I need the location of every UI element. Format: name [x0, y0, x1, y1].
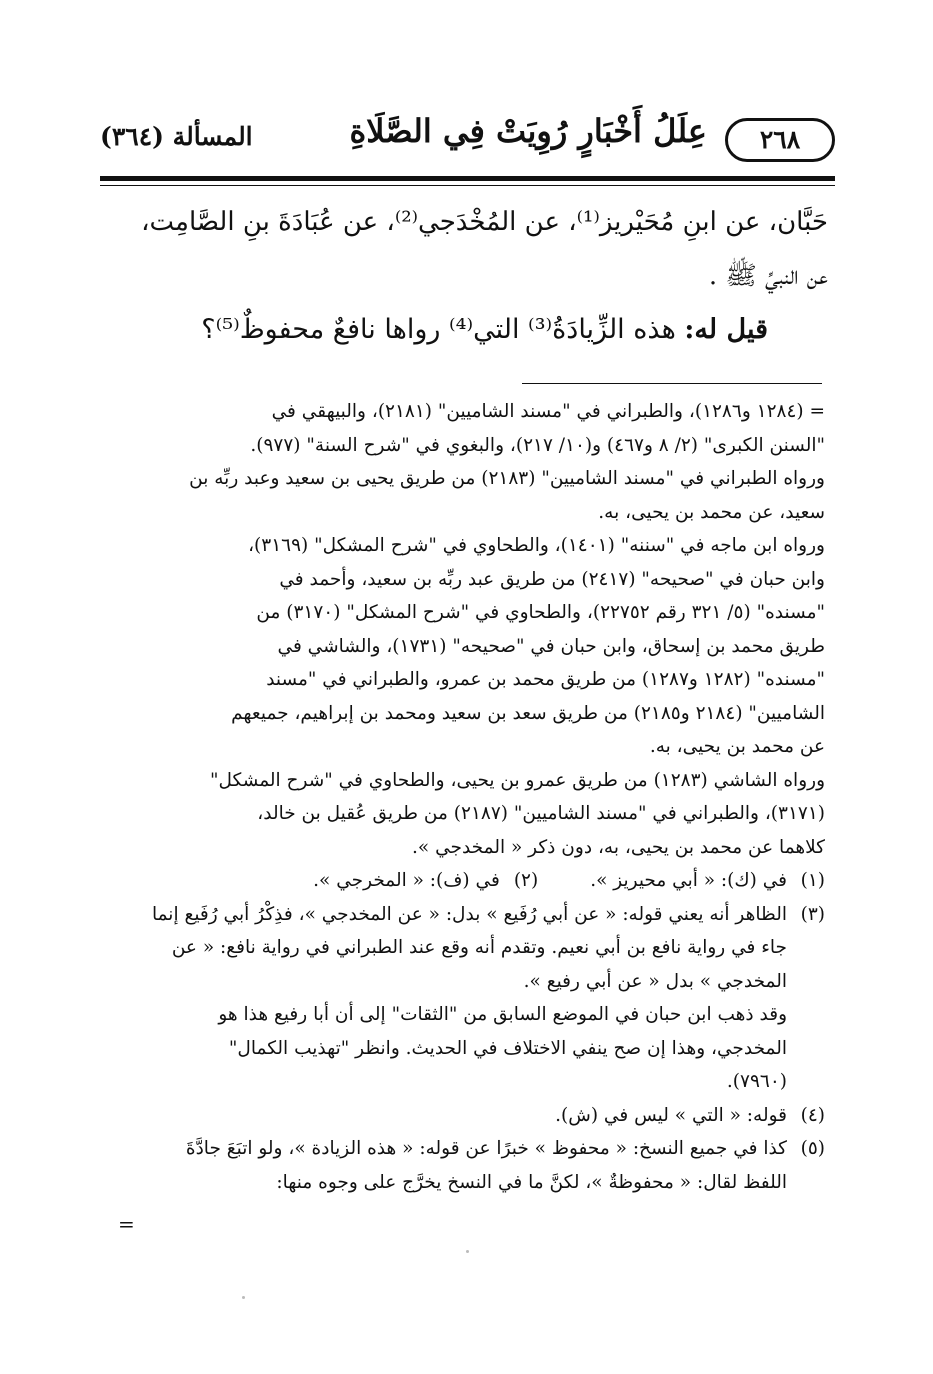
issue-label: المسألة (٣٦٤)	[100, 122, 253, 151]
footnote-5-number: (٥)	[800, 1138, 825, 1159]
book-title: عِلَلُ أَخْبَارٍ رُوِيَتْ فِي الصَّلَاةِ	[349, 112, 707, 150]
footnote-3	[113, 898, 825, 932]
footnote-2-number: (٢)	[513, 870, 539, 891]
note-continued-line: طريق محمد بن إسحاق، وابن حبان في "صحيحه" (١٧٣١)، والشاشي في	[277, 635, 825, 657]
footnote-1-number: (١)	[800, 870, 825, 891]
footnote-4-number: (٤)	[800, 1104, 825, 1126]
note-continued-line: عن محمد بن يحيى، به.	[649, 736, 825, 757]
question-label: قيل له:	[684, 314, 768, 345]
footnotes	[113, 395, 825, 1199]
note-continued-line: الشاميين" (٢١٨٤ و٢١٨٥) من طريق سعد بن سعيد ومحمد بن إبراهيم، جميعهم	[231, 702, 825, 724]
footnote-1-2-row	[113, 864, 825, 898]
note-continued-line: ورواه الشاشي (١٢٨٣) من طريق عمرو بن يحيى، والطحاوي في "شرح المشكل"	[209, 769, 825, 791]
footnote-4-text: قوله: « التي » ليس في (ش).	[555, 1104, 787, 1126]
note-continued-line: سعيد، عن محمد بن يحيى، به.	[598, 501, 825, 523]
note-continued-line: "مسنده" (١٢٨٢ و١٢٨٧) من طريق محمد بن عمرو، والطبراني في "مسند	[266, 669, 825, 690]
footnote-3-line: المخدجي » بدل « عن أبي رفيع ».	[523, 970, 787, 992]
header-rule-thick	[100, 176, 835, 181]
footnote-3-line: الظاهر أنه يعني قوله: « عن أبي رُفَيع » بدل: « عن المخدجي »، فذِكْرُ أبي رُفَيع إنما	[151, 903, 787, 925]
note-continued-line: ورواه الطبراني في "مسند الشاميين" (٢١٨٣) من طريق يحيى بن سعيد وعبد ربِّه بن	[189, 468, 825, 489]
note-continued-line: كلاهما عن محمد بن يحيى، به، دون ذكر « المخدجي ».	[412, 836, 825, 858]
note-continued-line: وابن حبان في "صحيحه" (٢٤١٧) من طريق عبد ربِّه بن سعيد، وأحمد في	[279, 568, 825, 590]
footnote-separator	[522, 383, 822, 384]
note-continued-line: ورواه ابن ماجه في "سننه" (١٤٠١)، والطحاوي في "شرح المشكل" (٣١٦٩)،	[248, 535, 825, 556]
page-header	[100, 112, 835, 176]
footnote-5	[113, 1132, 825, 1166]
footnote-3-line: (٧٩٦٠).	[726, 1071, 787, 1092]
footnote-3-number: (٣)	[800, 903, 825, 925]
footnote-3-line: المخدجي، وهذا إن صح ينفي الاختلاف في الحديث. وانظر "تهذيب الكمال"	[228, 1037, 787, 1059]
question-text: هذه الزِّيادَةُ⁽³⁾ التي⁽⁴⁾ رواها نافعٌ محفوظٌ⁽⁵⁾؟	[201, 314, 676, 345]
main-text	[103, 195, 828, 357]
note-continued-line: = (١٢٨٤ و١٢٨٦)، والطبراني في "مسند الشاميين" (٢١٨١)، والبيهقي في	[271, 401, 825, 422]
question-line	[103, 303, 768, 357]
note-continued-line: (٣١٧١)، والطبراني في "مسند الشاميين" (٢١٨٧) من طريق عُقيل بن خالد،	[257, 803, 825, 824]
footnote-5-line: اللفظ لقال: « محفوظةٌ »، لكنَّ ما في النسخ يخرَّج على وجوه منها:	[276, 1171, 787, 1193]
footnote-3-line: جاء في رواية نافع بن أبي نعيم. وتقدم أنه وقع عند الطبراني في رواية نافع: « عن	[171, 937, 787, 958]
scan-speck	[242, 1296, 245, 1299]
main-line-1: حَبَّان، عن ابنِ مُحَيْريز⁽¹⁾، عن المُخْدَجي⁽²⁾، عن عُبَادَةَ بنِ الصَّامِت،	[141, 207, 828, 237]
footnote-1-text: في (ك): « أبي محيريز ».	[590, 870, 787, 891]
header-rule-thin	[100, 185, 835, 186]
footnote-5-line: كذا في جميع النسخ: « محفوظ » خبرًا عن قوله: « هذه الزيادة »، ولو اتبَعَ جادَّةَ	[185, 1138, 787, 1159]
continuation-mark: =	[118, 1212, 135, 1236]
page-number: ٢٦٨	[725, 118, 835, 162]
note-continued-line: "مسنده" (٥/ ٣٢١ رقم ٢٢٧٥٢)، والطحاوي في "شرح المشكل" (٣١٧٠) من	[256, 602, 825, 623]
main-line-2: عن النبيِّ ﷺ .	[708, 261, 828, 291]
footnote-3-line: وقد ذهب ابن حبان في الموضع السابق من "الثقات" إلى أن أبا رفيع هذا هو	[218, 1004, 787, 1025]
note-continued-line: "السنن الكبرى" (٢/ ٨ و٤٦٧) و(١٠/ ٢١٧)، والبغوي في "شرح السنة" (٩٧٧).	[250, 434, 825, 456]
footnote-4	[113, 1099, 825, 1133]
footnote-2-text: في (ف): « المخرجي ».	[313, 870, 500, 891]
scan-speck	[466, 1250, 469, 1253]
